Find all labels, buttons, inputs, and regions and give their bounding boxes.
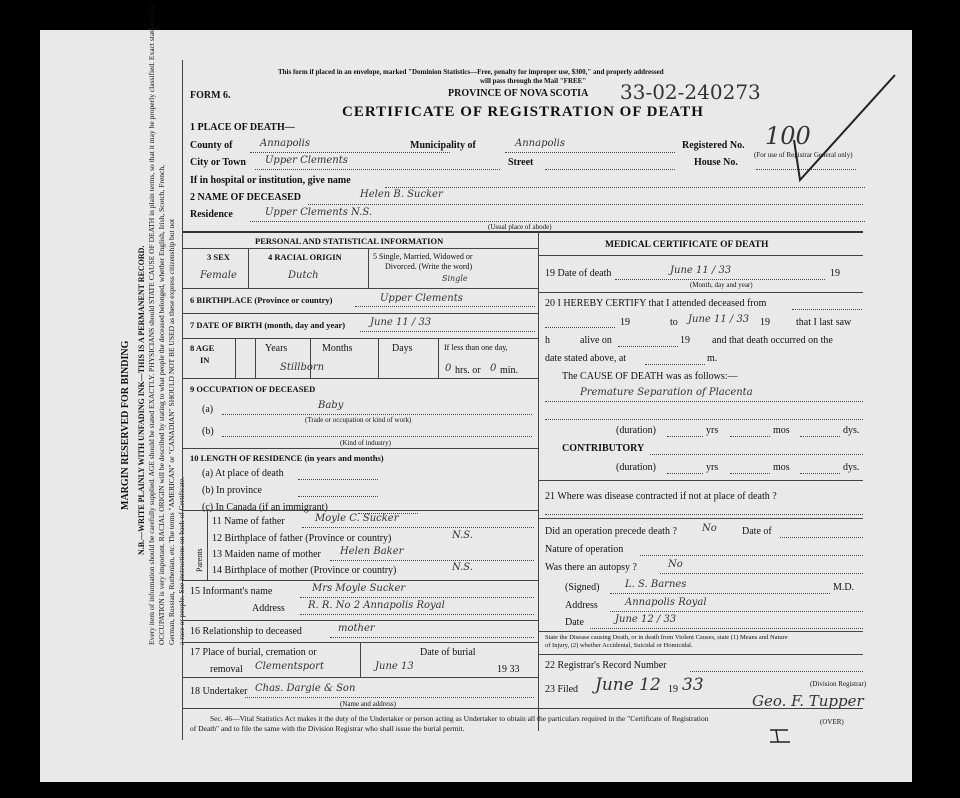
- relationship-value: mother: [338, 623, 375, 634]
- rule: [360, 642, 361, 677]
- duration-2: (duration): [616, 462, 656, 473]
- relationship-line: [330, 637, 534, 638]
- rule: [538, 631, 863, 632]
- res-a: (a) At place of death: [202, 468, 284, 479]
- usual-place-note: (Usual place of abode): [488, 223, 552, 231]
- filed-value: June 12: [595, 675, 661, 695]
- envelope-note: This form if placed in an envelope, marked "Dominion Statistics—Free, penalty for improper use, $300," and properly addressed: [278, 68, 664, 76]
- birthplace-line: [355, 306, 535, 307]
- months-label: Months: [322, 343, 353, 354]
- q21-line: [545, 514, 863, 515]
- marital-label-2: Divorced. (Write the word): [385, 262, 473, 271]
- dob-line: [360, 331, 535, 332]
- sex-value: Female: [200, 270, 237, 281]
- med-address-line: [610, 611, 863, 612]
- division-registrar: (Division Registrar): [810, 680, 867, 688]
- duration-1: (duration): [616, 425, 656, 436]
- rule: [368, 248, 369, 288]
- date-note: (Month, day and year): [690, 281, 753, 289]
- relationship-label: 16 Relationship to deceased: [190, 626, 302, 637]
- state-note-1: State the Disease causing Death, or in death from Violent Causes, state (1) Means and Nature: [545, 634, 788, 641]
- burial-date-value: June 13: [375, 661, 414, 672]
- margin-instruction-4: a race or people. See instructions on back of Certificate.: [177, 476, 186, 645]
- center-divider: [538, 231, 539, 731]
- rule: [207, 510, 208, 580]
- autopsy-value: No: [668, 559, 683, 570]
- place-of-death-heading: 1 PLACE OF DEATH—: [190, 122, 295, 133]
- hrs-label: hrs. or: [455, 365, 481, 376]
- contributory-line: [650, 454, 863, 455]
- date-of-label: Date of: [742, 526, 772, 537]
- rule: [183, 677, 538, 678]
- informant-value: Mrs Moyle Sucker: [312, 583, 406, 594]
- parents-label: Parents: [195, 548, 204, 572]
- mother-line: [330, 560, 534, 561]
- line-19a: 19: [620, 317, 630, 328]
- county-label: County of: [190, 140, 233, 151]
- death-certificate: [40, 4, 912, 782]
- city-value: Upper Clements: [265, 155, 348, 166]
- age-value: Stillborn: [280, 362, 325, 373]
- autopsy-line: [660, 573, 863, 574]
- marital-value: Single: [442, 274, 468, 283]
- birthplace-value: Upper Clements: [380, 293, 463, 304]
- q21-label: 21 Where was disease contracted if not at place of death ?: [545, 491, 777, 502]
- registrar-record-line: [690, 671, 863, 672]
- occ-b-line: [222, 436, 532, 437]
- over-label: (OVER): [820, 718, 844, 726]
- death-occurred: and that death occurred on the: [712, 335, 833, 346]
- address-label: Address: [252, 603, 285, 614]
- line-19b: 19: [760, 317, 770, 328]
- state-note-2: of Injury, (2) whether Accidental, Suicidal or Homicidal.: [545, 642, 693, 649]
- yrs-2: yrs: [706, 462, 719, 473]
- county-line: [250, 152, 450, 153]
- rule: [248, 248, 249, 288]
- filed-year: 33: [682, 675, 704, 695]
- envelope-note-2: will pass through the Mail "FREE": [480, 77, 587, 85]
- m-label: m.: [707, 353, 718, 364]
- check-mark-icon: [780, 70, 900, 190]
- duration-line-6: [800, 473, 840, 474]
- stamp-number: 33-02-240273: [620, 80, 761, 104]
- certificate-title: CERTIFICATE OF REGISTRATION OF DEATH: [342, 104, 704, 120]
- margin-instruction-1: Every item of information should be carefully supplied. AGE should be stated EXACTLY. PHYSICIANS should STATE CAUSE OF DEATH in plain terms, so that it may be properly classified. Exact statement of: [147, 4, 156, 645]
- father-bp-label: 12 Birthplace of father (Province or country): [212, 533, 392, 544]
- rule: [183, 580, 538, 581]
- municipality-line: [505, 152, 675, 153]
- margin-instruction-2: OCCUPATION is very important. RACIAL ORIGIN will be described by stating to what people the deceased belonged, whether English, Irish, Scotch, French,: [157, 165, 166, 645]
- med-date-line: [590, 628, 863, 629]
- city-line: [255, 169, 500, 170]
- form-number: FORM 6.: [190, 90, 231, 101]
- date-of-death-19: 19: [830, 268, 840, 279]
- undertaker-label: 18 Undertaker: [190, 686, 248, 697]
- certify-line: [792, 309, 862, 310]
- cause-line-2: [545, 419, 863, 420]
- alive-line: [618, 346, 678, 347]
- mother-label: 13 Maiden name of mother: [212, 549, 321, 560]
- last-saw: that I last saw: [796, 317, 852, 328]
- years-label: Years: [265, 343, 288, 354]
- rule: [538, 255, 863, 256]
- rule: [183, 378, 538, 379]
- occ-b: (b): [202, 426, 214, 437]
- occ-b-note: (Kind of industry): [340, 439, 391, 447]
- age-label: 8 AGE: [190, 343, 215, 353]
- certify-label: 20 I HEREBY CERTIFY that I attended deceased from: [545, 298, 767, 309]
- undertaker-note: (Name and address): [340, 700, 396, 708]
- mos-1: mos: [773, 425, 790, 436]
- occ-a: (a): [202, 404, 214, 415]
- date-of-death-label: 19 Date of death: [545, 268, 612, 279]
- table-top-rule: [183, 231, 863, 233]
- autopsy-label: Was there an autopsy ?: [545, 562, 637, 573]
- filed-label: 23 Filed: [545, 684, 579, 695]
- age-in: IN: [200, 355, 210, 365]
- table-bottom-rule: [183, 708, 863, 709]
- res-a-line: [298, 479, 378, 480]
- informant-label: 15 Informant's name: [190, 586, 273, 597]
- father-value: Moyle C. Sucker: [315, 513, 399, 524]
- street-line: [545, 169, 675, 170]
- residence-value: Upper Clements N.S.: [265, 207, 373, 218]
- med-date-label: Date: [565, 617, 584, 628]
- rule: [538, 292, 863, 293]
- date-of-burial-label: Date of burial: [420, 647, 476, 658]
- registrar-initial-mark: [766, 726, 796, 746]
- undertaker-value: Chas. Dargie & Son: [255, 683, 356, 694]
- rule: [378, 338, 379, 378]
- registrar-signature: Geo. F. Tupper: [752, 692, 864, 710]
- mother-bp-value: N.S.: [452, 562, 473, 573]
- racial-value: Dutch: [288, 270, 319, 281]
- racial-label: 4 RACIAL ORIGIN: [268, 252, 342, 262]
- rule: [183, 620, 538, 621]
- hrs-value: 0: [445, 363, 452, 374]
- municipality-label: Municipality of: [410, 140, 476, 151]
- rule: [183, 288, 538, 289]
- duration-line-1: [667, 436, 703, 437]
- rule: [538, 480, 863, 481]
- rule: [183, 448, 538, 449]
- line-to: to: [670, 317, 678, 328]
- rule: [183, 510, 538, 511]
- res-c: (c) In Canada (if an immigrant): [202, 502, 328, 513]
- dys-1: dys.: [843, 425, 860, 436]
- burial-place-value: Clementsport: [255, 661, 324, 672]
- less-than-day: If less than one day,: [444, 343, 508, 352]
- residence-label: Residence: [190, 209, 233, 220]
- nature-op-label: Nature of operation: [545, 544, 624, 555]
- date-stated: date stated above, at: [545, 353, 627, 364]
- father-label: 11 Name of father: [212, 516, 285, 527]
- date-stated-line: [645, 364, 705, 365]
- medical-heading: MEDICAL CERTIFICATE OF DEATH: [605, 240, 769, 250]
- name-value: Helen B. Sucker: [360, 189, 443, 200]
- birthplace-label: 6 BIRTHPLACE (Province or country): [190, 295, 333, 305]
- province-label: PROVINCE OF NOVA SCOTIA: [448, 88, 589, 99]
- rule: [183, 313, 538, 314]
- dob-label: 7 DATE OF BIRTH (month, day and year): [190, 320, 346, 330]
- line-to-value: June 11 / 33: [688, 314, 750, 325]
- operation-value: No: [702, 523, 717, 534]
- personal-heading: PERSONAL AND STATISTICAL INFORMATION: [255, 236, 444, 246]
- father-bp-value: N.S.: [452, 530, 473, 541]
- registrar-note: (For use of Registrar General only): [754, 151, 853, 159]
- sec46-note-1: Sec. 46—Vital Statistics Act makes it the duty of the Undertaker or person acting as Undertaker to obtain all the particulars required in the "Certificate of Registration: [210, 714, 709, 723]
- date-of-line: [780, 537, 863, 538]
- alive-h: h: [545, 335, 550, 346]
- cause-value: Premature Separation of Placenta: [580, 387, 753, 398]
- registrar-record-label: 22 Registrar's Record Number: [545, 660, 667, 671]
- md-label: M.D.: [833, 582, 855, 593]
- signed-line: [610, 593, 830, 594]
- rule: [183, 338, 538, 339]
- yrs-1: yrs: [706, 425, 719, 436]
- margin-rule: [182, 60, 183, 740]
- alive-on: alive on: [580, 335, 612, 346]
- address-value: R. R. No 2 Annapolis Royal: [308, 600, 445, 611]
- signed-label: (Signed): [565, 582, 600, 593]
- min-value: 0: [490, 363, 497, 374]
- street-label: Street: [508, 157, 534, 168]
- informant-line: [300, 597, 534, 598]
- filed-19: 19: [668, 684, 678, 695]
- days-label: Days: [392, 343, 413, 354]
- county-value: Annapolis: [260, 138, 311, 149]
- occ-a-note: (Trade or occupation or kind of work): [305, 416, 412, 424]
- occ-a-line: [222, 414, 532, 415]
- dys-2: dys.: [843, 462, 860, 473]
- cause-line: [545, 401, 863, 402]
- duration-line-5: [730, 473, 770, 474]
- burial-label: 17 Place of burial, cremation or: [190, 647, 317, 658]
- registered-value: 100: [765, 122, 811, 150]
- address-line: [300, 614, 534, 615]
- margin-instruction-3: German, Russian, Ruthenian, etc. The terms "AMERICAN" or "CANADIAN" SHOULD NOT BE USED as these express citizenship but not: [167, 218, 176, 645]
- date-of-death-line: [615, 279, 825, 280]
- sex-label: 3 SEX: [207, 252, 230, 262]
- mos-2: mos: [773, 462, 790, 473]
- date-of-death-value: June 11 / 33: [670, 265, 732, 276]
- med-address-label: Address: [565, 600, 598, 611]
- dob-value: June 11 / 33: [370, 317, 432, 328]
- rule: [255, 338, 256, 378]
- occupation-label: 9 OCCUPATION OF DECEASED: [190, 384, 316, 394]
- operation-label: Did an operation precede death ?: [545, 526, 677, 537]
- marital-label: 5 Single, Married, Widowed or: [373, 252, 473, 261]
- residence-length-label: 10 LENGTH OF RESIDENCE (in years and months): [190, 453, 384, 463]
- min-label: min.: [500, 365, 519, 376]
- med-address-value: Annapolis Royal: [625, 597, 707, 608]
- mother-value: Helen Baker: [340, 546, 404, 557]
- residence-line: [250, 221, 865, 222]
- duration-line-2: [730, 436, 770, 437]
- res-b-line: [298, 496, 378, 497]
- city-label: City or Town: [190, 157, 246, 168]
- contributory-label: CONTRIBUTORY: [562, 443, 645, 454]
- nature-op-line: [640, 555, 863, 556]
- hospital-label: If in hospital or institution, give name: [190, 175, 351, 186]
- signed-value: L. S. Barnes: [625, 579, 687, 590]
- res-b: (b) In province: [202, 485, 262, 496]
- alive-19: 19: [680, 335, 690, 346]
- municipality-value: Annapolis: [515, 138, 566, 149]
- rule: [538, 654, 863, 655]
- duration-line-3: [800, 436, 840, 437]
- rule: [438, 338, 439, 378]
- cause-label: The CAUSE OF DEATH was as follows:—: [562, 371, 738, 382]
- mother-bp-label: 14 Birthplace of mother (Province or country): [212, 565, 397, 576]
- burial-year: 19 33: [497, 664, 520, 675]
- rule: [538, 518, 863, 519]
- registered-label: Registered No.: [682, 140, 745, 151]
- med-date-value: June 12 / 33: [615, 614, 677, 625]
- removal-label: removal: [210, 664, 243, 675]
- house-label: House No.: [694, 157, 738, 168]
- duration-line-4: [667, 473, 703, 474]
- sec46-note-2: of Death" and to file the same with the Division Registrar who shall issue the burial permit.: [190, 724, 465, 733]
- name-line: [308, 204, 863, 205]
- occ-a-value: Baby: [318, 400, 344, 411]
- undertaker-line: [245, 697, 534, 698]
- attend-line: [545, 327, 615, 328]
- rule: [235, 338, 236, 378]
- rule: [183, 248, 538, 249]
- father-line: [302, 527, 534, 528]
- margin-permanent-note: N.B.—WRITE PLAINLY WITH UNFADING INK—THIS IS A PERMANENT RECORD.: [137, 245, 146, 555]
- name-label: 2 NAME OF DECEASED: [190, 192, 302, 203]
- margin-reserved-label: MARGIN RESERVED FOR BINDING: [120, 340, 131, 510]
